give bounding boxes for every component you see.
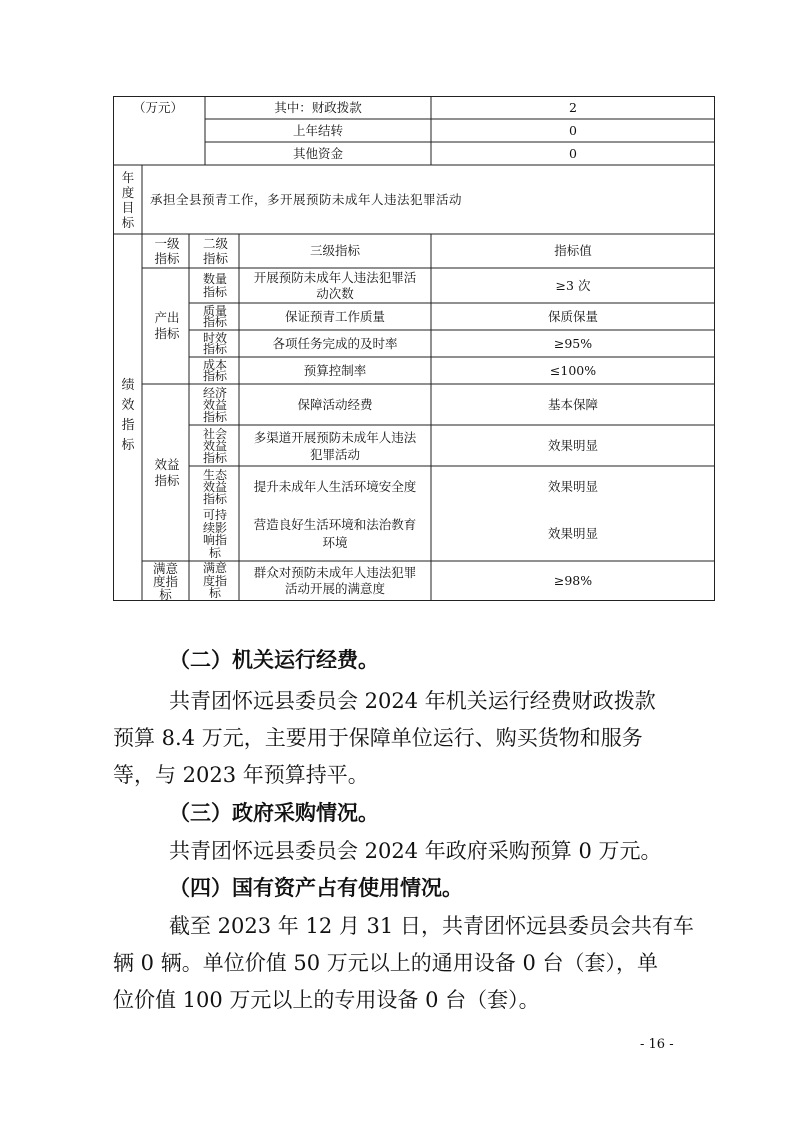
section2-line1: 共青团怀远县委员会 2024 年机关运行经费财政拨款	[169, 689, 656, 713]
row-quality-value: 保质保量	[547, 308, 598, 324]
section3-line1: 共青团怀远县委员会 2024 年政府采购预算 0 万元。	[169, 839, 662, 863]
annual-goal-text: 承担全县预青工作，多开展预防未成年人违法犯罪活动	[150, 191, 463, 207]
page-number: - 16 -	[640, 1037, 674, 1052]
output-indicator-label: 产出指标	[154, 310, 180, 341]
row-cost-value: ≤100%	[549, 362, 597, 378]
row-sustainable-value: 效果明显	[547, 526, 598, 541]
row-satisfaction-value: ≥98%	[553, 573, 593, 588]
row-timeliness-l3: 各项任务完成的及时率	[272, 335, 398, 351]
section2-heading: （二）机关运行经费。	[169, 647, 379, 672]
row-sustainable-l3: 营造良好生活环境和法治教育环境	[253, 517, 417, 550]
row-cost-l2: 成本指标	[202, 357, 227, 383]
row-satisfaction-l3: 群众对预防未成年人违法犯罪活动开展的满意度	[253, 565, 417, 596]
row-economic-l3: 保障活动经费	[297, 396, 373, 412]
section4-line3: 位价值 100 万元以上的专用设备 0 台（套）。	[113, 988, 540, 1012]
fund-value-carryover: 0	[569, 122, 577, 138]
fund-label-other: 其他资金	[292, 145, 343, 161]
fund-label-carryover: 上年结转	[292, 122, 343, 138]
section3-heading: （三）政府采购情况。	[169, 800, 379, 825]
header-level3: 三级指标	[309, 243, 360, 258]
fund-value-other: 0	[569, 145, 577, 161]
row-quantity-l2: 数量指标	[202, 271, 227, 299]
row-economic-value: 基本保障	[547, 396, 598, 412]
row-ecological-value: 效果明显	[547, 478, 598, 494]
row-timeliness-l2: 时效指标	[202, 330, 227, 356]
section2-line2: 预算 8.4 万元，主要用于保障单位运行、购买货物和服务	[113, 726, 643, 750]
header-level1: 一级指标	[154, 236, 180, 266]
row-economic-l2: 经济效益指标	[202, 385, 227, 424]
row-social-l3: 多渠道开展预防未成年人违法犯罪活动	[253, 429, 417, 462]
section2-line3: 等，与 2023 年预算持平。	[113, 763, 369, 787]
row-social-value: 效果明显	[547, 437, 598, 453]
row-timeliness-value: ≥95%	[553, 335, 593, 351]
satisfaction-indicator-label: 满意度指标	[152, 560, 178, 602]
performance-table	[113, 96, 715, 601]
perf-indicator-label: 绩效指标	[121, 378, 135, 453]
section4-heading: （四）国有资产占有使用情况。	[169, 875, 463, 900]
header-level2: 二级指标	[202, 236, 228, 266]
fund-value-fiscal: 2	[569, 99, 577, 115]
section4-line1: 截至 2023 年 12 月 31 日，共青团怀远县委员会共有车	[169, 914, 694, 938]
header-value: 指标值	[554, 243, 592, 258]
row-quantity-value: ≥3 次	[555, 277, 591, 293]
row-sustainable-l2: 可持续影响指标	[202, 508, 227, 560]
row-quantity-l3: 开展预防未成年人违法犯罪活动次数	[253, 269, 417, 301]
section4-line2: 辆 0 辆。单位价值 50 万元以上的通用设备 0 台（套），单	[113, 951, 658, 975]
row-cost-l3: 预算控制率	[303, 362, 367, 378]
row-ecological-l3: 提升未成年人生活环境安全度	[253, 479, 417, 494]
fund-unit-label: （万元）	[133, 99, 184, 115]
row-social-l2: 社会效益指标	[202, 426, 227, 465]
row-ecological-l2: 生态效益指标	[202, 467, 227, 506]
fund-label-fiscal: 其中：财政拨款	[274, 99, 362, 115]
benefit-indicator-label: 效益指标	[154, 456, 180, 488]
row-quality-l3: 保证预青工作质量	[284, 308, 385, 324]
annual-goal-label: 年度目标	[121, 170, 135, 230]
row-quality-l2: 质量指标	[202, 303, 227, 329]
row-satisfaction-l2: 满意度指标	[202, 561, 227, 601]
